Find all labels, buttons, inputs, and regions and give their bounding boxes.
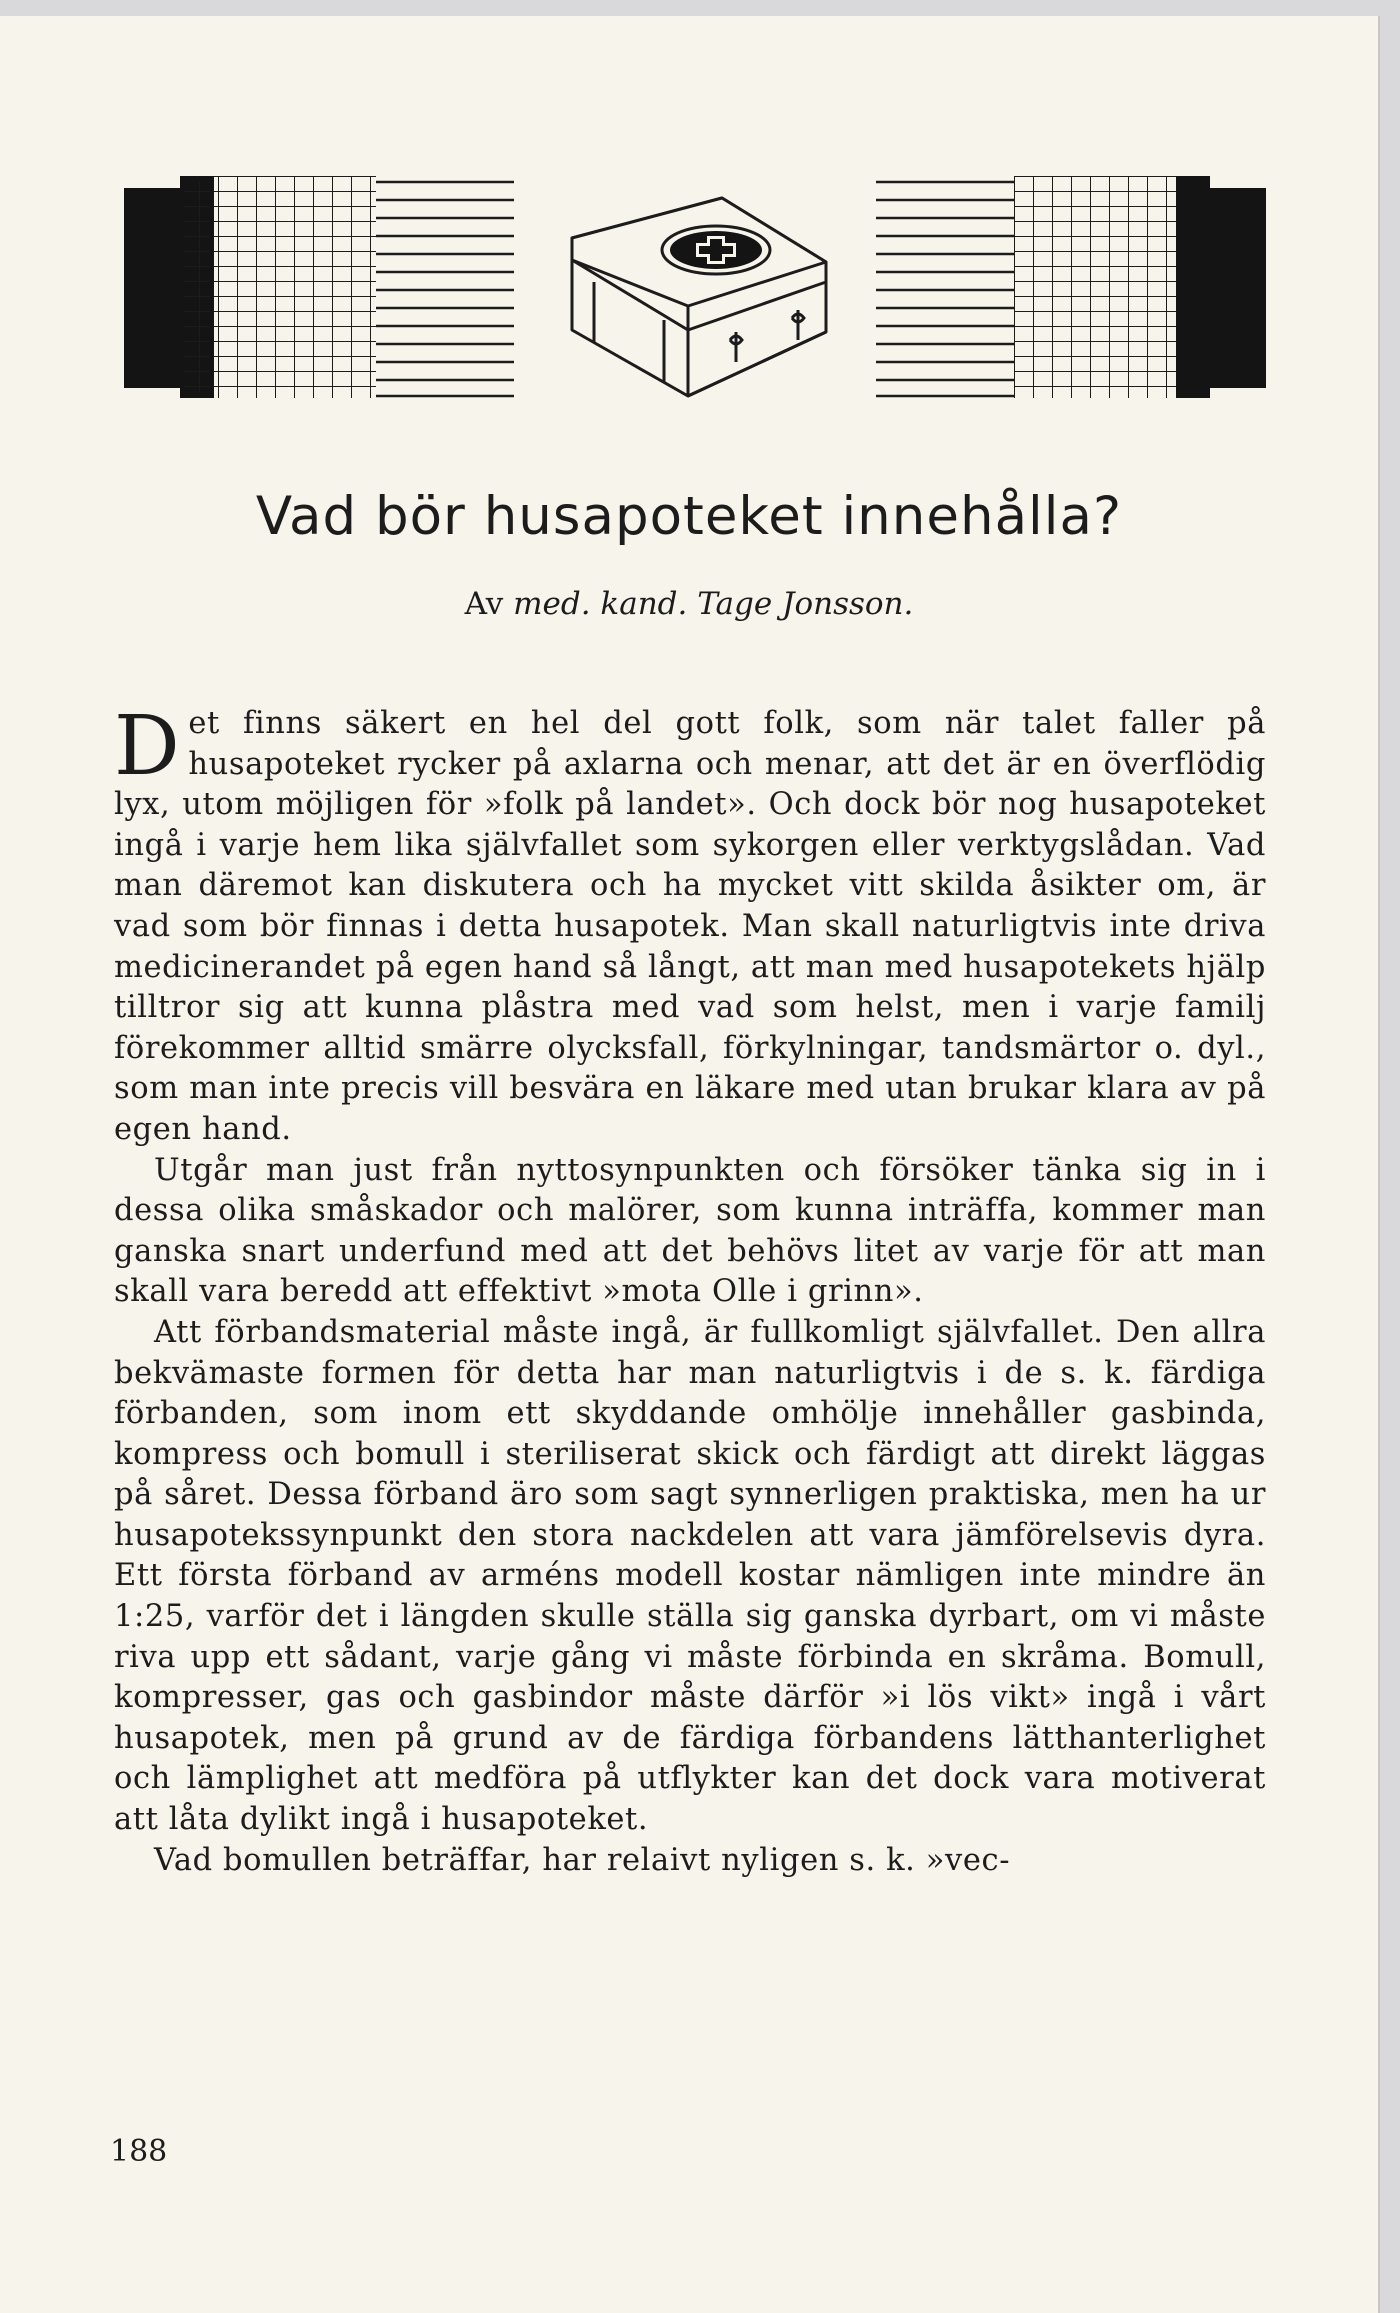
first-aid-kit-icon — [124, 170, 1270, 402]
byline-prefix: Av — [464, 586, 504, 622]
paragraph: Vad bomullen beträffar, har relaivt nyligen s. k. »vec- — [154, 1842, 1011, 1878]
drop-cap: D — [114, 699, 181, 794]
article-title: Vad bör husapoteket innehålla? — [255, 486, 1123, 547]
article-body — [114, 699, 1266, 1881]
paragraph: Utgår man just från nyttosynpunkten och försöker tänka sig in i dessa olika småskador och malörer, som kunna inträffa, kommer man ganska snart underfund med att det behövs litet av varje för att man skall vara beredd att effektivt »mota Olle i grinn». — [114, 1152, 1266, 1310]
book-page — [0, 16, 1378, 2313]
paragraph-text: et finns säkert en hel del gott folk, som när talet faller på husapoteket rycker på axlarna och menar, att det är en överflödig lyx, utom möjligen för »folk på landet». Och dock bör nog husapoteket ingå i varje hem lika självfallet som sykorgen eller verktygslådan. Vad man däremot kan diskutera och ha mycket vitt skilda åsikter om, är vad som bör finnas i detta husapotek. Man skall naturligtvis inte driva medicinerandet på egen hand så långt, att man med husapotekets hjälp tilltror sig att kunna plåstra med vad som helst, men i varje familj förekommer alltid smärre olycksfall, förkylningar, tandsmärtor o. dyl., som man inte precis vill besvära en läkare med utan brukar klara av på egen hand. — [114, 706, 1266, 1147]
paragraph: Att förbandsmaterial måste ingå, är fullkomligt självfallet. Den allra bekvämaste formen för detta har man naturligtvis i de s. k. färdiga förbanden, som inom ett skyddande omhölje innehåller gasbinda, kompress och bomull i steriliserat skick och färdigt att direkt läggas på såret. Dessa förband äro som sagt synnerligen praktiska, men ha ur husapotekssynpunkt den stora nackdelen att vara jämförelsevis dyra. Ett första förband av arméns modell kostar nämligen inte mindre än 1:25, varför det i längden skulle ställa sig ganska dyrbart, om vi måste riva upp ett sådant, varje gång vi måste förbinda en skråma. Bomull, kompresser, gas och gasbindor måste därför »i lös vikt» ingå i vårt husapotek, men på grund av de färdiga förbandens lätthanterlighet och lämplighet att medföra på utflykter kan det dock vara motiverat att låta dylikt ingå i husapoteket. — [114, 1314, 1266, 1838]
paragraph — [114, 699, 1266, 1151]
byline-author: med. kand. Tage Jonsson. — [513, 586, 914, 622]
page-number: 188 — [110, 2134, 168, 2169]
byline — [0, 586, 1378, 622]
